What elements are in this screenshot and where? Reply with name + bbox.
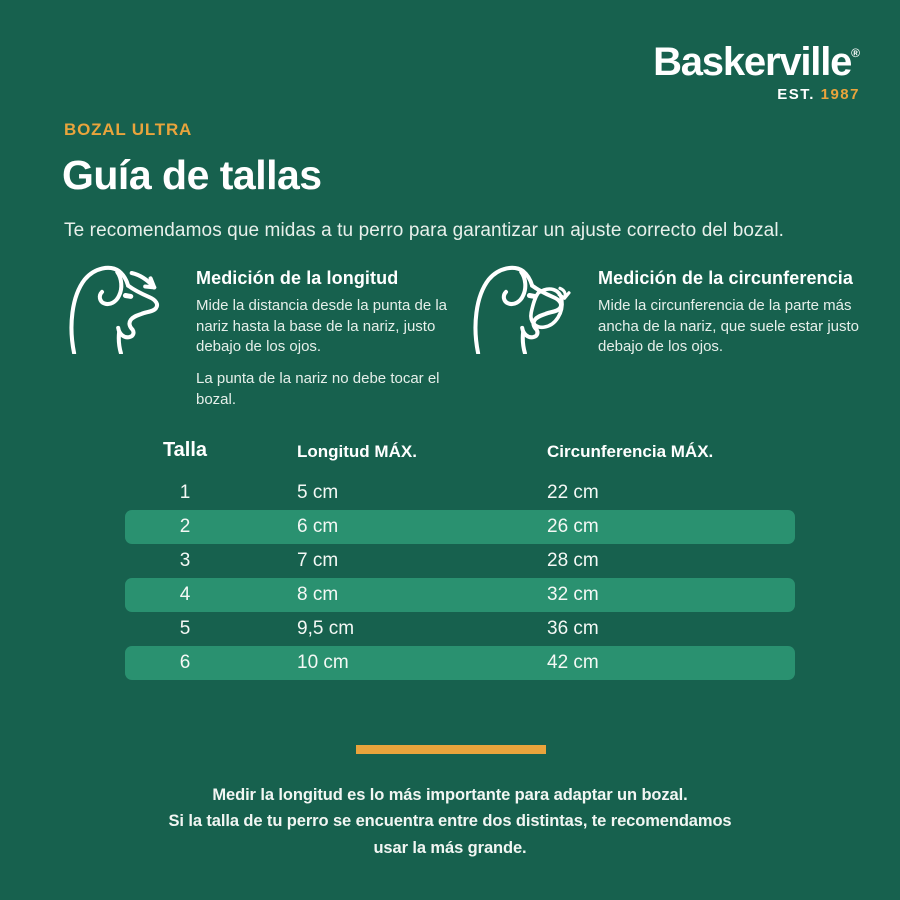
cell-talla: 1 (179, 482, 191, 503)
cell-talla: 3 (179, 550, 191, 571)
est-label: EST. (777, 86, 815, 103)
circumference-measurement-block (598, 268, 870, 358)
length-measurement-text-1: Mide la distancia desde la punta de la nariz hasta la base de la nariz, justo debajo de los ojos. (196, 297, 448, 356)
cell-circunferencia: 28 cm (547, 550, 599, 571)
cell-talla: 2 (179, 516, 191, 537)
dog-head-length-arrow-icon (62, 264, 178, 354)
brand-est-line (653, 86, 860, 103)
length-measurement-title: Medición de la longitud (196, 268, 399, 288)
footer-note-line-1: Medir la longitud es lo más importante para adaptar un bozal. (212, 786, 688, 804)
dog-head-circumference-loop-icon (466, 264, 582, 354)
cell-longitud: 9,5 cm (297, 618, 355, 639)
cell-circunferencia: 32 cm (547, 584, 599, 605)
circumference-measurement-text: Mide la circunferencia de la parte más ancha de la nariz, que suele estar justo debajo de los ojos. (598, 297, 859, 356)
cell-circunferencia: 36 cm (547, 618, 599, 639)
circumference-measurement-title: Medición de la circunferencia (598, 268, 853, 288)
column-header-circunferencia: Circunferencia MÁX. (547, 442, 714, 461)
brand-name (653, 42, 860, 82)
size-table (125, 430, 795, 680)
cell-longitud: 10 cm (297, 652, 349, 673)
cell-longitud: 5 cm (297, 482, 339, 503)
table-row (125, 476, 795, 510)
cell-longitud: 7 cm (297, 550, 339, 571)
product-eyebrow: BOZAL ULTRA (64, 120, 193, 139)
table-row (125, 612, 795, 646)
footer-note-line-2: Si la talla de tu perro se encuentra entre dos distintas, te recomendamos (168, 812, 732, 831)
size-table-header (125, 430, 795, 462)
brand-name-text: Baskerville (653, 40, 852, 84)
column-header-longitud: Longitud MÁX. (297, 442, 417, 461)
cell-circunferencia: 26 cm (547, 516, 599, 537)
registered-trademark-symbol: ® (851, 46, 860, 60)
table-row (125, 510, 795, 544)
length-measurement-block (196, 268, 464, 410)
cell-circunferencia: 42 cm (547, 652, 599, 673)
length-measurement-text-2: La punta de la nariz no debe tocar el bozal. (196, 370, 440, 408)
table-row (125, 578, 795, 612)
cell-circunferencia: 22 cm (547, 482, 599, 503)
size-table-body (125, 476, 795, 680)
brand-logo (653, 42, 860, 103)
est-year: 1987 (820, 86, 860, 103)
page-subtitle: Te recomendamos que midas a tu perro para garantizar un ajuste correcto del bozal. (64, 220, 785, 241)
cell-longitud: 6 cm (297, 516, 339, 537)
footer-note (0, 782, 900, 861)
cell-longitud: 8 cm (297, 584, 339, 605)
cell-talla: 6 (179, 652, 191, 673)
cell-talla: 5 (179, 618, 191, 639)
footer-note-line-3: usar la más grande. (373, 838, 527, 857)
cell-talla: 4 (179, 584, 191, 605)
column-header-talla: Talla (162, 439, 208, 461)
page-title: Guía de tallas (62, 152, 322, 198)
accent-divider-bar (356, 745, 546, 754)
table-row (125, 544, 795, 578)
table-row (125, 646, 795, 680)
